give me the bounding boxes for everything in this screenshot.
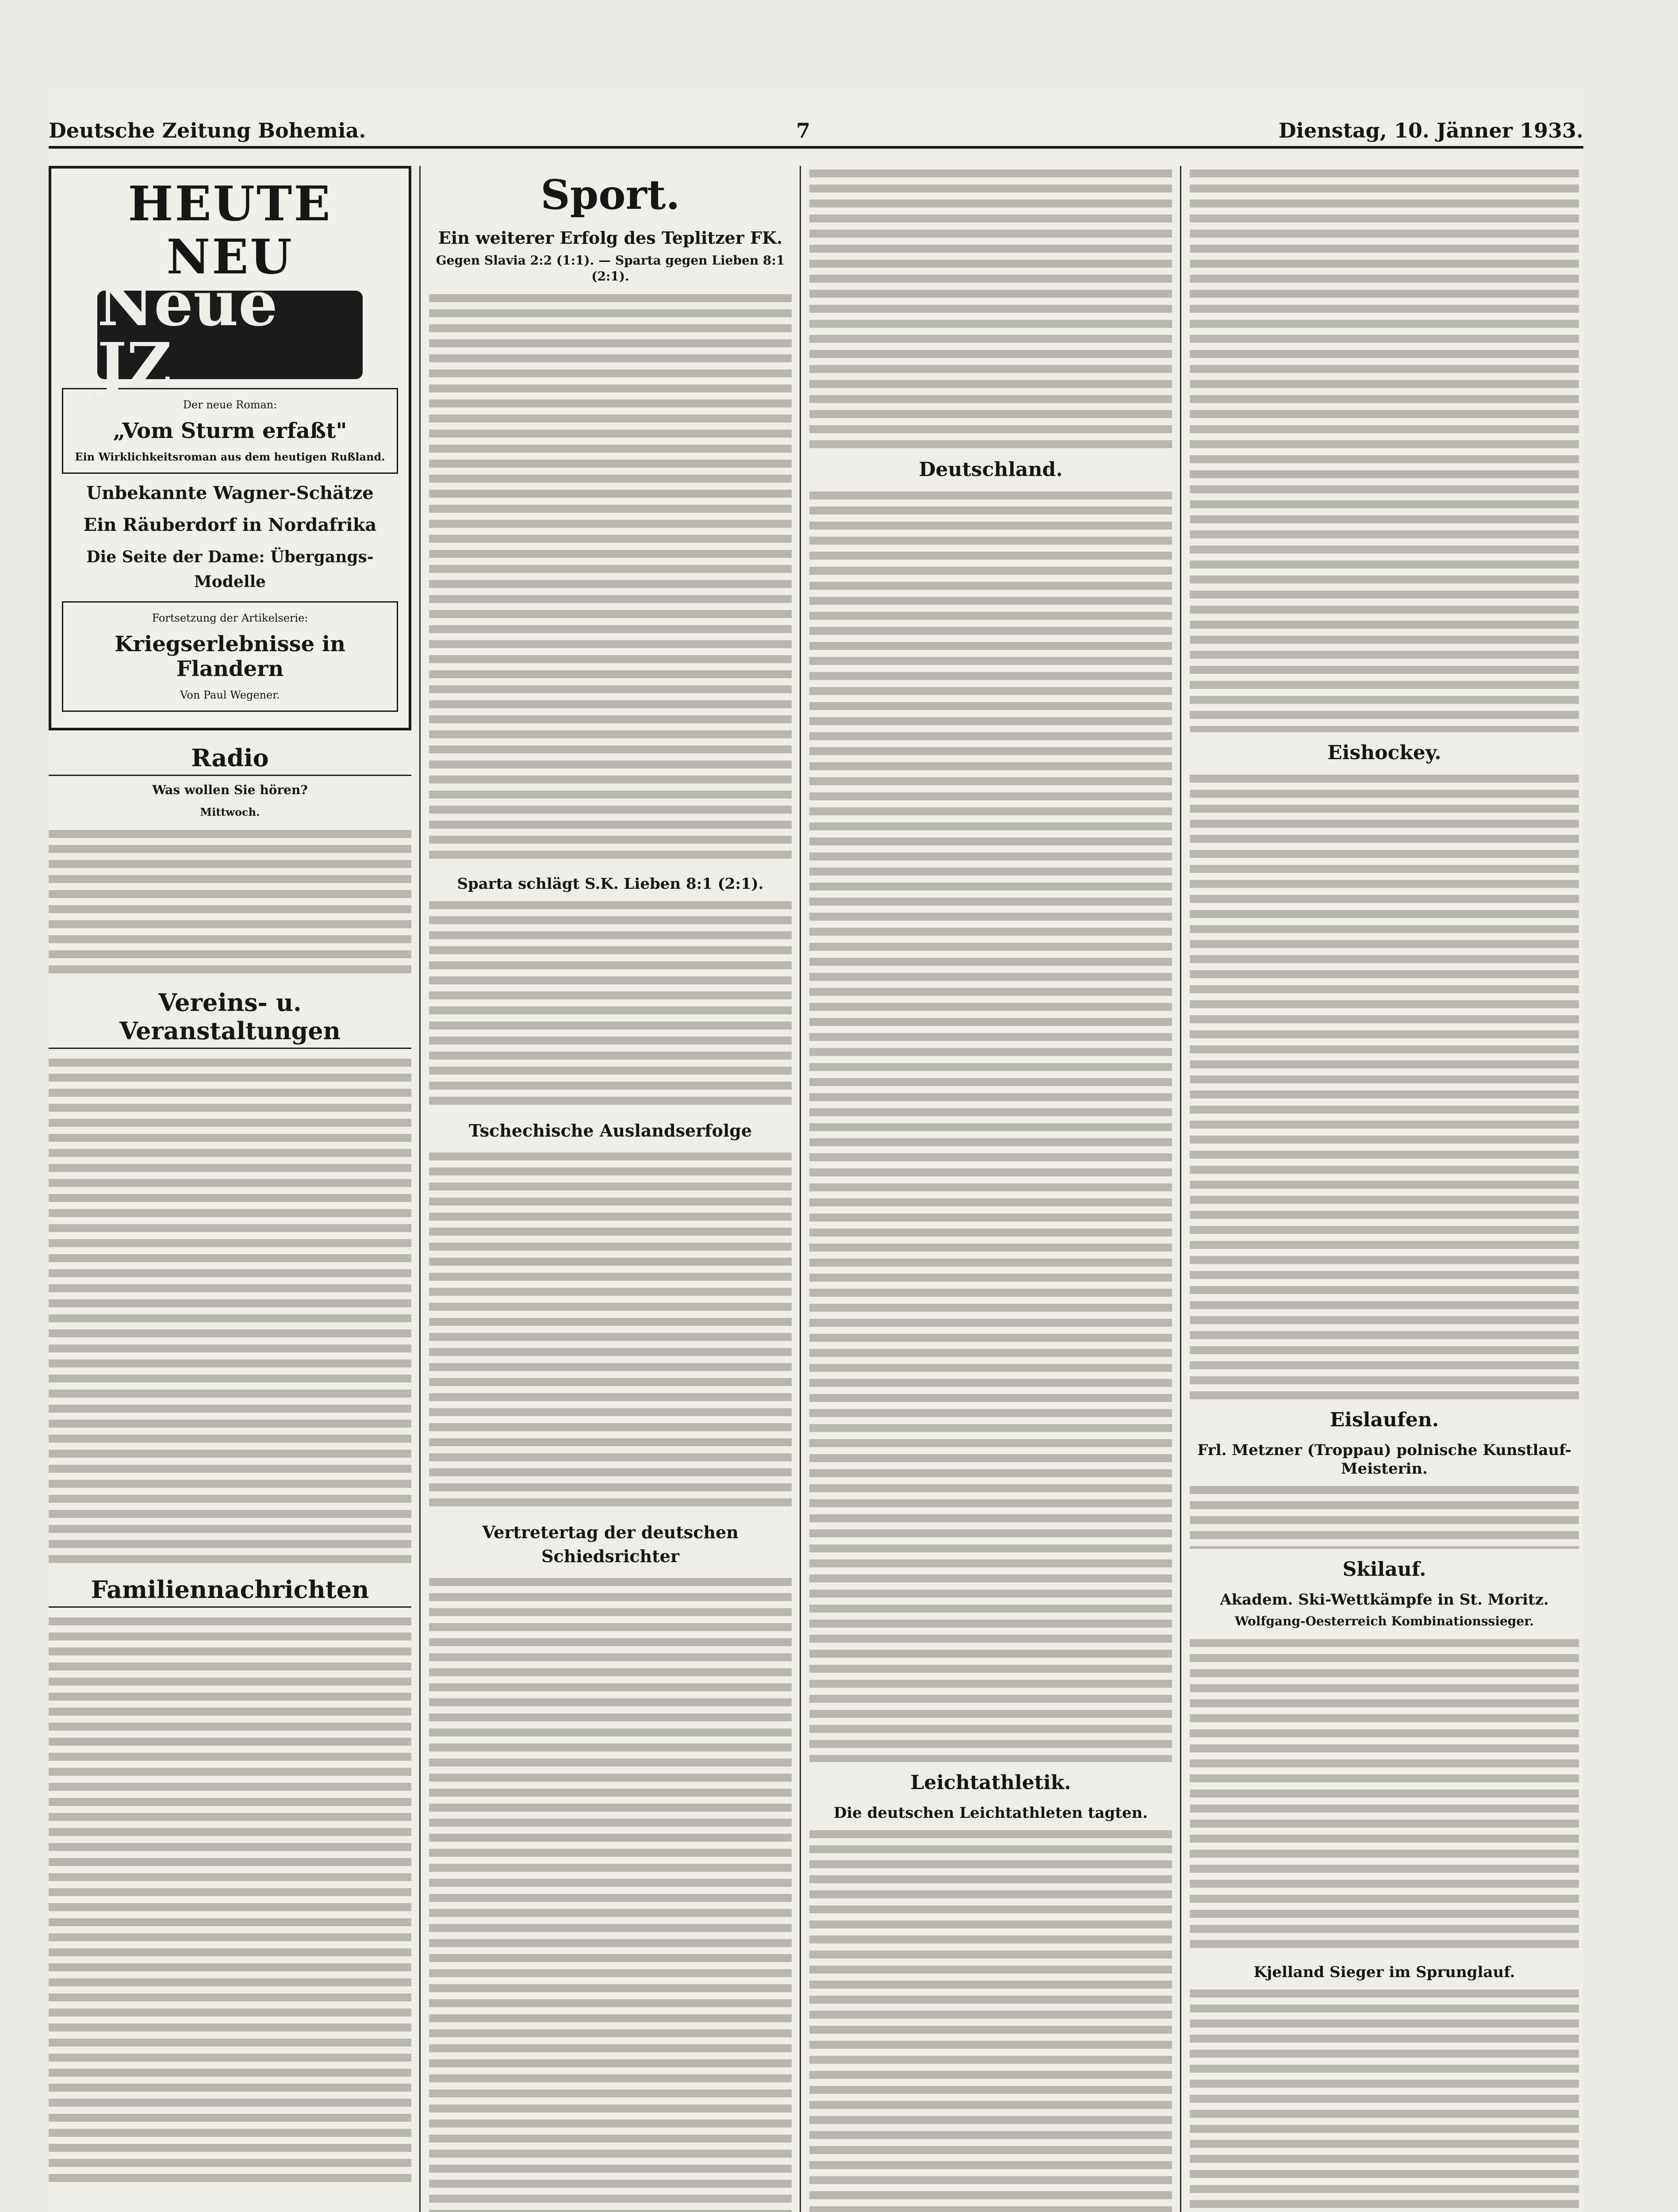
sparta-article-title: Sparta schlägt S.K. Lieben 8:1 (2:1). [457, 875, 764, 893]
wagner-teaser: Unbekannte Wagner-Schätze [86, 483, 374, 503]
advertisement-box [49, 166, 411, 730]
lead-article-subtitle: Gegen Slavia 2:2 (1:1). — Sparta gegen Lieben 8:1 (2:1). [436, 253, 785, 284]
jz-logo: Neue JZ [97, 291, 363, 379]
referee-article-body [429, 1575, 792, 2212]
masthead [49, 115, 1583, 149]
radio-body [49, 826, 411, 977]
jump-title: Kjelland Sieger im Sprunglauf. [1253, 1963, 1515, 1981]
athletics-body [809, 1827, 1172, 2212]
jump-body [1190, 1986, 1579, 2212]
vereins-body [49, 1055, 411, 1564]
ski-heading: Skilauf. [1342, 1558, 1426, 1581]
lead-article-title: Ein weiterer Erfolg des Teplitzer FK. [438, 228, 783, 248]
referee-article-title: Vertretertag der deutschen Schiedsrichter [482, 1522, 739, 1566]
hockey-body [1190, 771, 1579, 1399]
serial-title: „Vom Sturm erfaßt" [113, 419, 347, 443]
war-frame [62, 601, 398, 712]
hockey-heading: Eishockey. [1327, 741, 1441, 764]
athletics-heading: Leichtathletik. [910, 1771, 1071, 1794]
family-heading: Familiennachrichten [49, 1575, 411, 1608]
radio-subheading: Was wollen Sie hören? [152, 783, 308, 797]
continuation-label: Fortsetzung der Artikelserie: [152, 612, 308, 624]
skating-heading: Eislaufen. [1329, 1409, 1439, 1431]
skating-body [1190, 1482, 1579, 1549]
ad-title: HEUTE NEU [128, 176, 332, 285]
athletics-title: Die deutschen Leichtathleten tagten. [833, 1804, 1148, 1822]
germany-heading: Deutschland. [919, 458, 1063, 481]
column-4 [1190, 166, 1579, 2212]
newspaper-page [49, 88, 1583, 2212]
radio-day: Mittwoch. [200, 806, 260, 818]
serial-subtitle: Ein Wirklichkeitsroman aus dem heutigen Rußland. [75, 450, 385, 463]
ski-subtitle: Wolfgang-Oesterreich Kombinationssieger. [1234, 1614, 1534, 1628]
family-body [49, 1614, 411, 2189]
page-number: 7 [796, 119, 811, 142]
column-rule-3 [1180, 166, 1181, 2212]
radio-heading: Radio [49, 744, 411, 776]
ski-body [1190, 1636, 1579, 1954]
column-1 [49, 166, 411, 2212]
czech-article-body [429, 1149, 792, 1512]
newspaper-name: Deutsche Zeitung Bohemia. [49, 119, 366, 142]
col3-top-body [809, 166, 1172, 449]
africa-teaser: Ein Räuberdorf in Nordafrika [83, 515, 377, 535]
skating-title: Frl. Metzner (Troppau) polnische Kunstlauf-Meisterin. [1197, 1441, 1571, 1478]
czech-article-title: Tschechische Auslandserfolge [468, 1121, 752, 1141]
column-2 [429, 166, 792, 2212]
germany-body [809, 488, 1172, 1762]
ski-title: Akadem. Ski-Wettkämpfe in St. Moritz. [1220, 1591, 1549, 1609]
column-rule-2 [800, 166, 801, 2212]
lead-article-body [429, 291, 792, 866]
column-3 [809, 166, 1172, 2212]
column-rule-1 [419, 166, 421, 2212]
war-author: Von Paul Wegener. [180, 689, 280, 701]
serial-label: Der neue Roman: [183, 399, 277, 411]
war-title: Kriegserlebnisse in Flandern [114, 632, 346, 681]
sparta-article-body [429, 898, 792, 1110]
vereins-heading: Vereins- u. Veranstaltungen [49, 988, 411, 1049]
col4-top-body [1190, 166, 1579, 732]
ladies-teaser: Die Seite der Dame: Übergangs-Modelle [86, 548, 374, 591]
issue-date: Dienstag, 10. Jänner 1933. [1278, 119, 1583, 142]
sport-heading: Sport. [540, 171, 680, 219]
